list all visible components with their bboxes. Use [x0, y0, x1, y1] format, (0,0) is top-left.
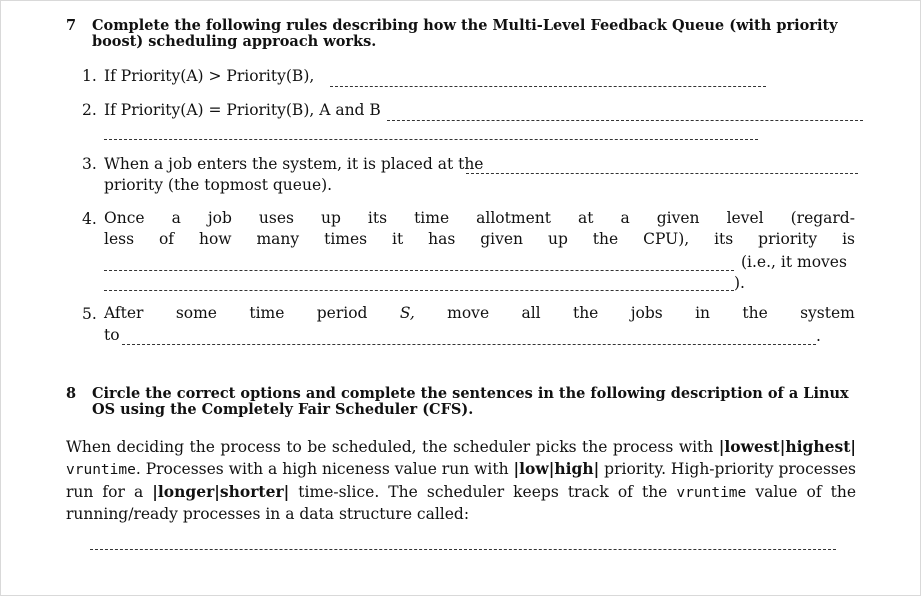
answer-blank[interactable]: [104, 270, 734, 271]
word: job: [207, 209, 232, 227]
word: the: [592, 230, 619, 248]
answer-blank[interactable]: [387, 120, 863, 121]
para-text: value of the running/ready processes in a data structure called:: [66, 483, 857, 523]
item-number: 2.: [82, 101, 97, 119]
list-item: [82, 66, 315, 87]
word: of: [158, 230, 175, 248]
word: a: [620, 209, 630, 227]
word: system: [800, 304, 855, 322]
question-number: 8: [66, 385, 77, 402]
item-text: to: [104, 326, 120, 344]
word: level: [726, 209, 764, 227]
code-vruntime: vruntime: [676, 485, 747, 501]
word: less: [104, 230, 135, 248]
word: the: [742, 304, 768, 322]
list-item-number: 5.: [82, 305, 97, 323]
word: jobs: [630, 304, 663, 322]
para-text: . Processes with a high niceness value run with: [135, 460, 514, 478]
item-4-line-2: [104, 230, 855, 248]
word: it: [392, 230, 404, 248]
item-text: When a job enters the system, it is placed at the: [104, 155, 484, 173]
word: (regard-: [790, 209, 855, 227]
word: some: [175, 304, 217, 322]
item-text: priority (the topmost queue).: [104, 176, 333, 194]
word: is: [842, 230, 855, 248]
question-number: 7: [66, 17, 77, 34]
word: move: [447, 304, 490, 322]
word: in: [695, 304, 711, 322]
word: S,: [399, 304, 415, 322]
word: priority: [758, 230, 818, 248]
word: has: [428, 230, 456, 248]
word: the: [572, 304, 599, 322]
answer-blank[interactable]: [122, 344, 816, 345]
word: Once: [104, 209, 145, 227]
word: times: [324, 230, 368, 248]
word: all: [521, 304, 541, 322]
item-text: (i.e., it moves: [741, 253, 847, 271]
option-longer-shorter[interactable]: |longer|shorter|: [152, 482, 290, 501]
word: given: [480, 230, 524, 248]
word: allotment: [476, 209, 551, 227]
item-text: .: [816, 327, 821, 345]
option-lowest-highest[interactable]: |lowest|highest|: [718, 437, 856, 456]
word: its: [367, 209, 388, 227]
item-4-line-1: [104, 209, 855, 227]
item-text: If Priority(A) = Priority(B), A and B: [104, 101, 381, 119]
para-text: time-slice. The scheduler keeps track of the: [289, 483, 677, 501]
word: its: [714, 230, 734, 248]
option-low-high[interactable]: |low|high|: [513, 459, 600, 478]
answer-blank[interactable]: [104, 139, 758, 140]
list-item-number: 4.: [82, 210, 97, 228]
word: many: [256, 230, 300, 248]
code-vruntime: vruntime: [66, 462, 136, 478]
word: After: [104, 304, 144, 322]
answer-blank[interactable]: [466, 173, 858, 174]
item-number: 3.: [82, 155, 97, 173]
item-5-line-1: [104, 304, 855, 322]
word: given: [656, 209, 700, 227]
list-item: [82, 154, 484, 194]
para-text: When deciding the process to be scheduled, the scheduler picks the process with: [66, 438, 719, 456]
word: up: [321, 209, 341, 227]
word: time: [414, 209, 450, 227]
item-number: 1.: [82, 67, 97, 85]
item-text: ).: [734, 274, 745, 292]
word: at: [577, 209, 594, 227]
cfs-paragraph: [66, 436, 856, 525]
question-text: Complete the following rules describing how the Multi-Level Feedback Queue (with priority boost) scheduling approach works.: [92, 17, 838, 50]
para-text: priority. High-priority processes run for a: [66, 460, 856, 501]
word: a: [171, 209, 181, 227]
question-text: Circle the correct options and complete the sentences in the following description of a Linux OS using the Completely Fair Scheduler (CFS).: [92, 385, 849, 418]
answer-blank[interactable]: [104, 290, 734, 291]
word: CPU),: [643, 230, 690, 248]
answer-blank[interactable]: [330, 86, 766, 87]
answer-blank[interactable]: [90, 549, 836, 550]
word: how: [198, 230, 232, 248]
list-item: [82, 100, 381, 121]
word: uses: [258, 209, 294, 227]
word: time: [249, 304, 285, 322]
word: up: [547, 230, 568, 248]
word: period: [316, 304, 368, 322]
item-text: If Priority(A) > Priority(B),: [104, 67, 315, 85]
